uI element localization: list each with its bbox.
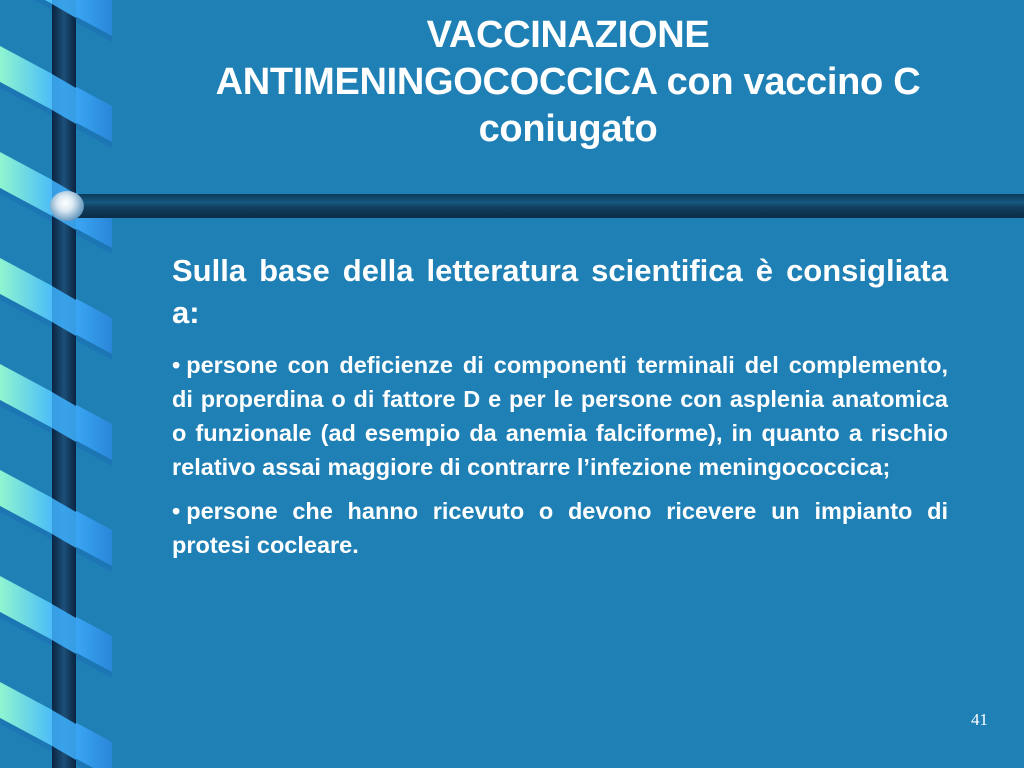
page-number: 41 [971, 710, 988, 729]
title-line-2: ANTIMENINGOCOCCICA con vaccino C [215, 61, 921, 103]
decorative-ribbon [0, 0, 112, 768]
bullet-item [172, 348, 948, 484]
title-line-1: VACCINAZIONE [426, 14, 710, 56]
horizontal-rail [62, 194, 1024, 218]
ribbon-graphic [0, 0, 112, 768]
rail-knob [50, 191, 84, 221]
slide-title [112, 12, 1024, 153]
bullet-text: persone che hanno ricevuto o devono ricevere un impianto di protesi cocleare. [172, 498, 948, 558]
intro-text: Sulla base della letteratura scientifica è consigliata a: [172, 253, 948, 330]
bullet-text: persone con deficienze di componenti terminali del complemento, di properdina o di fattore D e per le persone con asplenia anatomica o funzionale (ad esempio da anemia falciforme), in quanto a rischio relativo assai maggiore di contrarre l’infezione meningococcica; [172, 352, 948, 480]
bullet-dot: • [172, 352, 181, 378]
bullet-item [172, 494, 948, 562]
slide-body [172, 250, 948, 572]
title-line-3: coniugato [478, 108, 658, 150]
bullet-dot: • [172, 498, 181, 524]
